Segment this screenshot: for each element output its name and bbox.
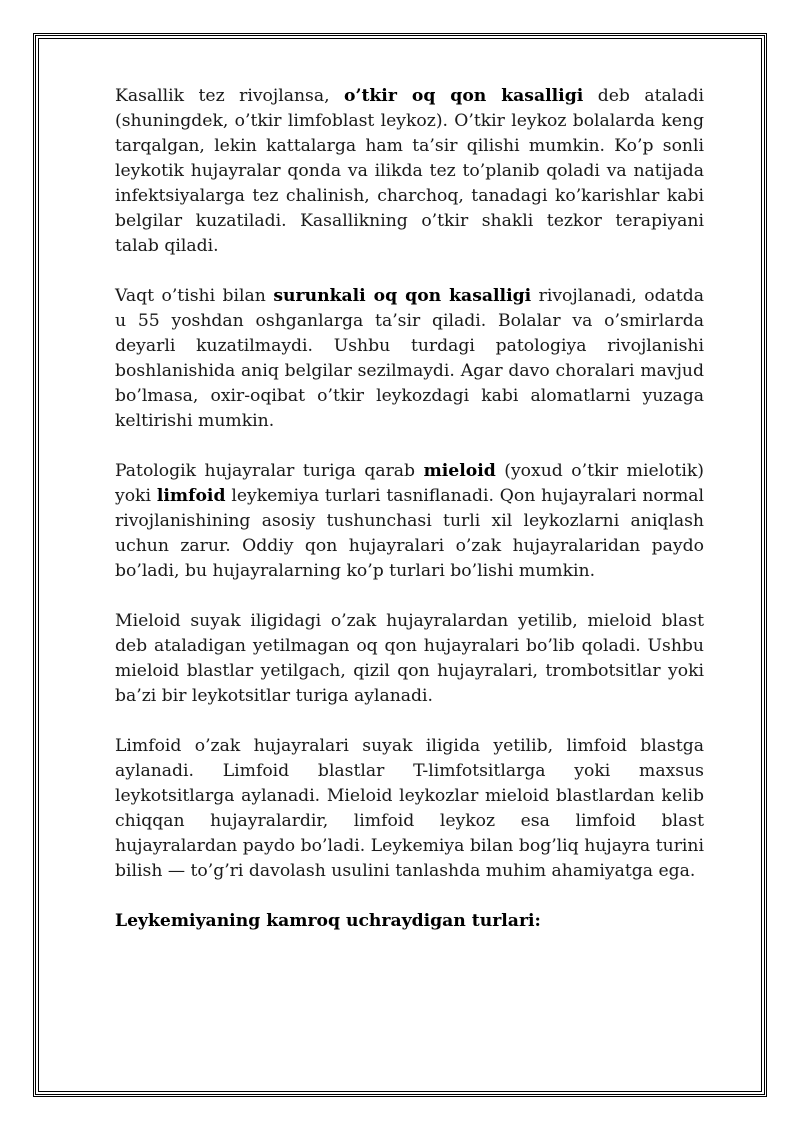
p3-text-2: (yoxud o’tkir mielotik) yoki [115, 461, 704, 506]
p2-text-2: rivojlanadi, odatda u 55 yoshdan oshganlarga ta’sir qiladi. Bolalar va o’smirlarda deyarli kuzatilmaydi. Ushbu turdagi patologiya rivojlanishi boshlanishida aniq belgilar sezilmaydi. Agar davo choralari mavjud bo’lmasa, oxir-oqibat o’tkir leykozdagi kabi alomatlarni yuzaga keltirishi mumkin. [115, 286, 704, 431]
paragraph-acute-leukemia [115, 84, 704, 259]
p3-text-1: Patologik hujayralar turiga qarab [115, 461, 424, 481]
section-heading: Leykemiyaning kamroq uchraydigan turlari: [115, 911, 541, 931]
paragraph-chronic-leukemia [115, 284, 704, 434]
paragraph-lymphoid: Limfoid o’zak hujayralari suyak iligida yetilib, limfoid blastga aylanadi. Limfoid blastlar T-limfotsitlarga yoki maxsus leykotsitlarga aylanadi. Mieloid leykozlar mieloid blastlardan kelib chiqqan hujayralardir, limfoid leykoz esa limfoid blast hujayralardan paydo bo’ladi. Leykemiya bilan bog’liq hujayra turini bilish — to’g’ri davolash usulini tanlashda muhim ahamiyatga ega. [115, 736, 704, 881]
document-body [115, 84, 704, 959]
paragraph-myeloid: Mieloid suyak iligidagi o’zak hujayralardan yetilib, mieloid blast deb ataladigan yetilmagan oq qon hujayralari bo’lib qoladi. Ushbu mieloid blastlar yetilgach, qizil qon hujayralari, trombotsitlar yoki ba’zi bir leykotsitlar turiga aylanadi. [115, 611, 704, 706]
p2-bold-term: surunkali oq qon kasalligi [273, 286, 532, 306]
p3-bold-myeloid: mieloid [423, 461, 496, 481]
p3-bold-lymphoid: limfoid [156, 486, 226, 506]
p1-text-2: deb ataladi (shuningdek, o’tkir limfoblast leykoz). O’tkir leykoz bolalarda keng tarqalgan, lekin kattalarga ham ta’sir qilishi mumkin. Ko’p sonli leykotik hujayralar qonda va ilikda tez to’planib qoladi va natijada infektsiyalarga tez chalinish, charchoq, tanadagi ko’karishlar kabi belgilar kuzatiladi. Kasallikning o’tkir shakli tezkor terapiyani talab qiladi. [115, 86, 704, 256]
p2-text-1: Vaqt o’tishi bilan [115, 286, 274, 306]
p1-bold-term: o’tkir oq qon kasalligi [344, 86, 584, 106]
p3-text-3: leykemiya turlari tasniflanadi. Qon hujayralari normal rivojlanishining asosiy tushunchasi turli xil leykozlarni aniqlash uchun zarur. Oddiy qon hujayralari o’zak hujayralaridan paydo bo’ladi, bu hujayralarning ko’p turlari bo’lishi mumkin. [115, 486, 704, 581]
p1-text-1: Kasallik tez rivojlansa, [115, 86, 344, 106]
paragraph-classification [115, 459, 704, 584]
